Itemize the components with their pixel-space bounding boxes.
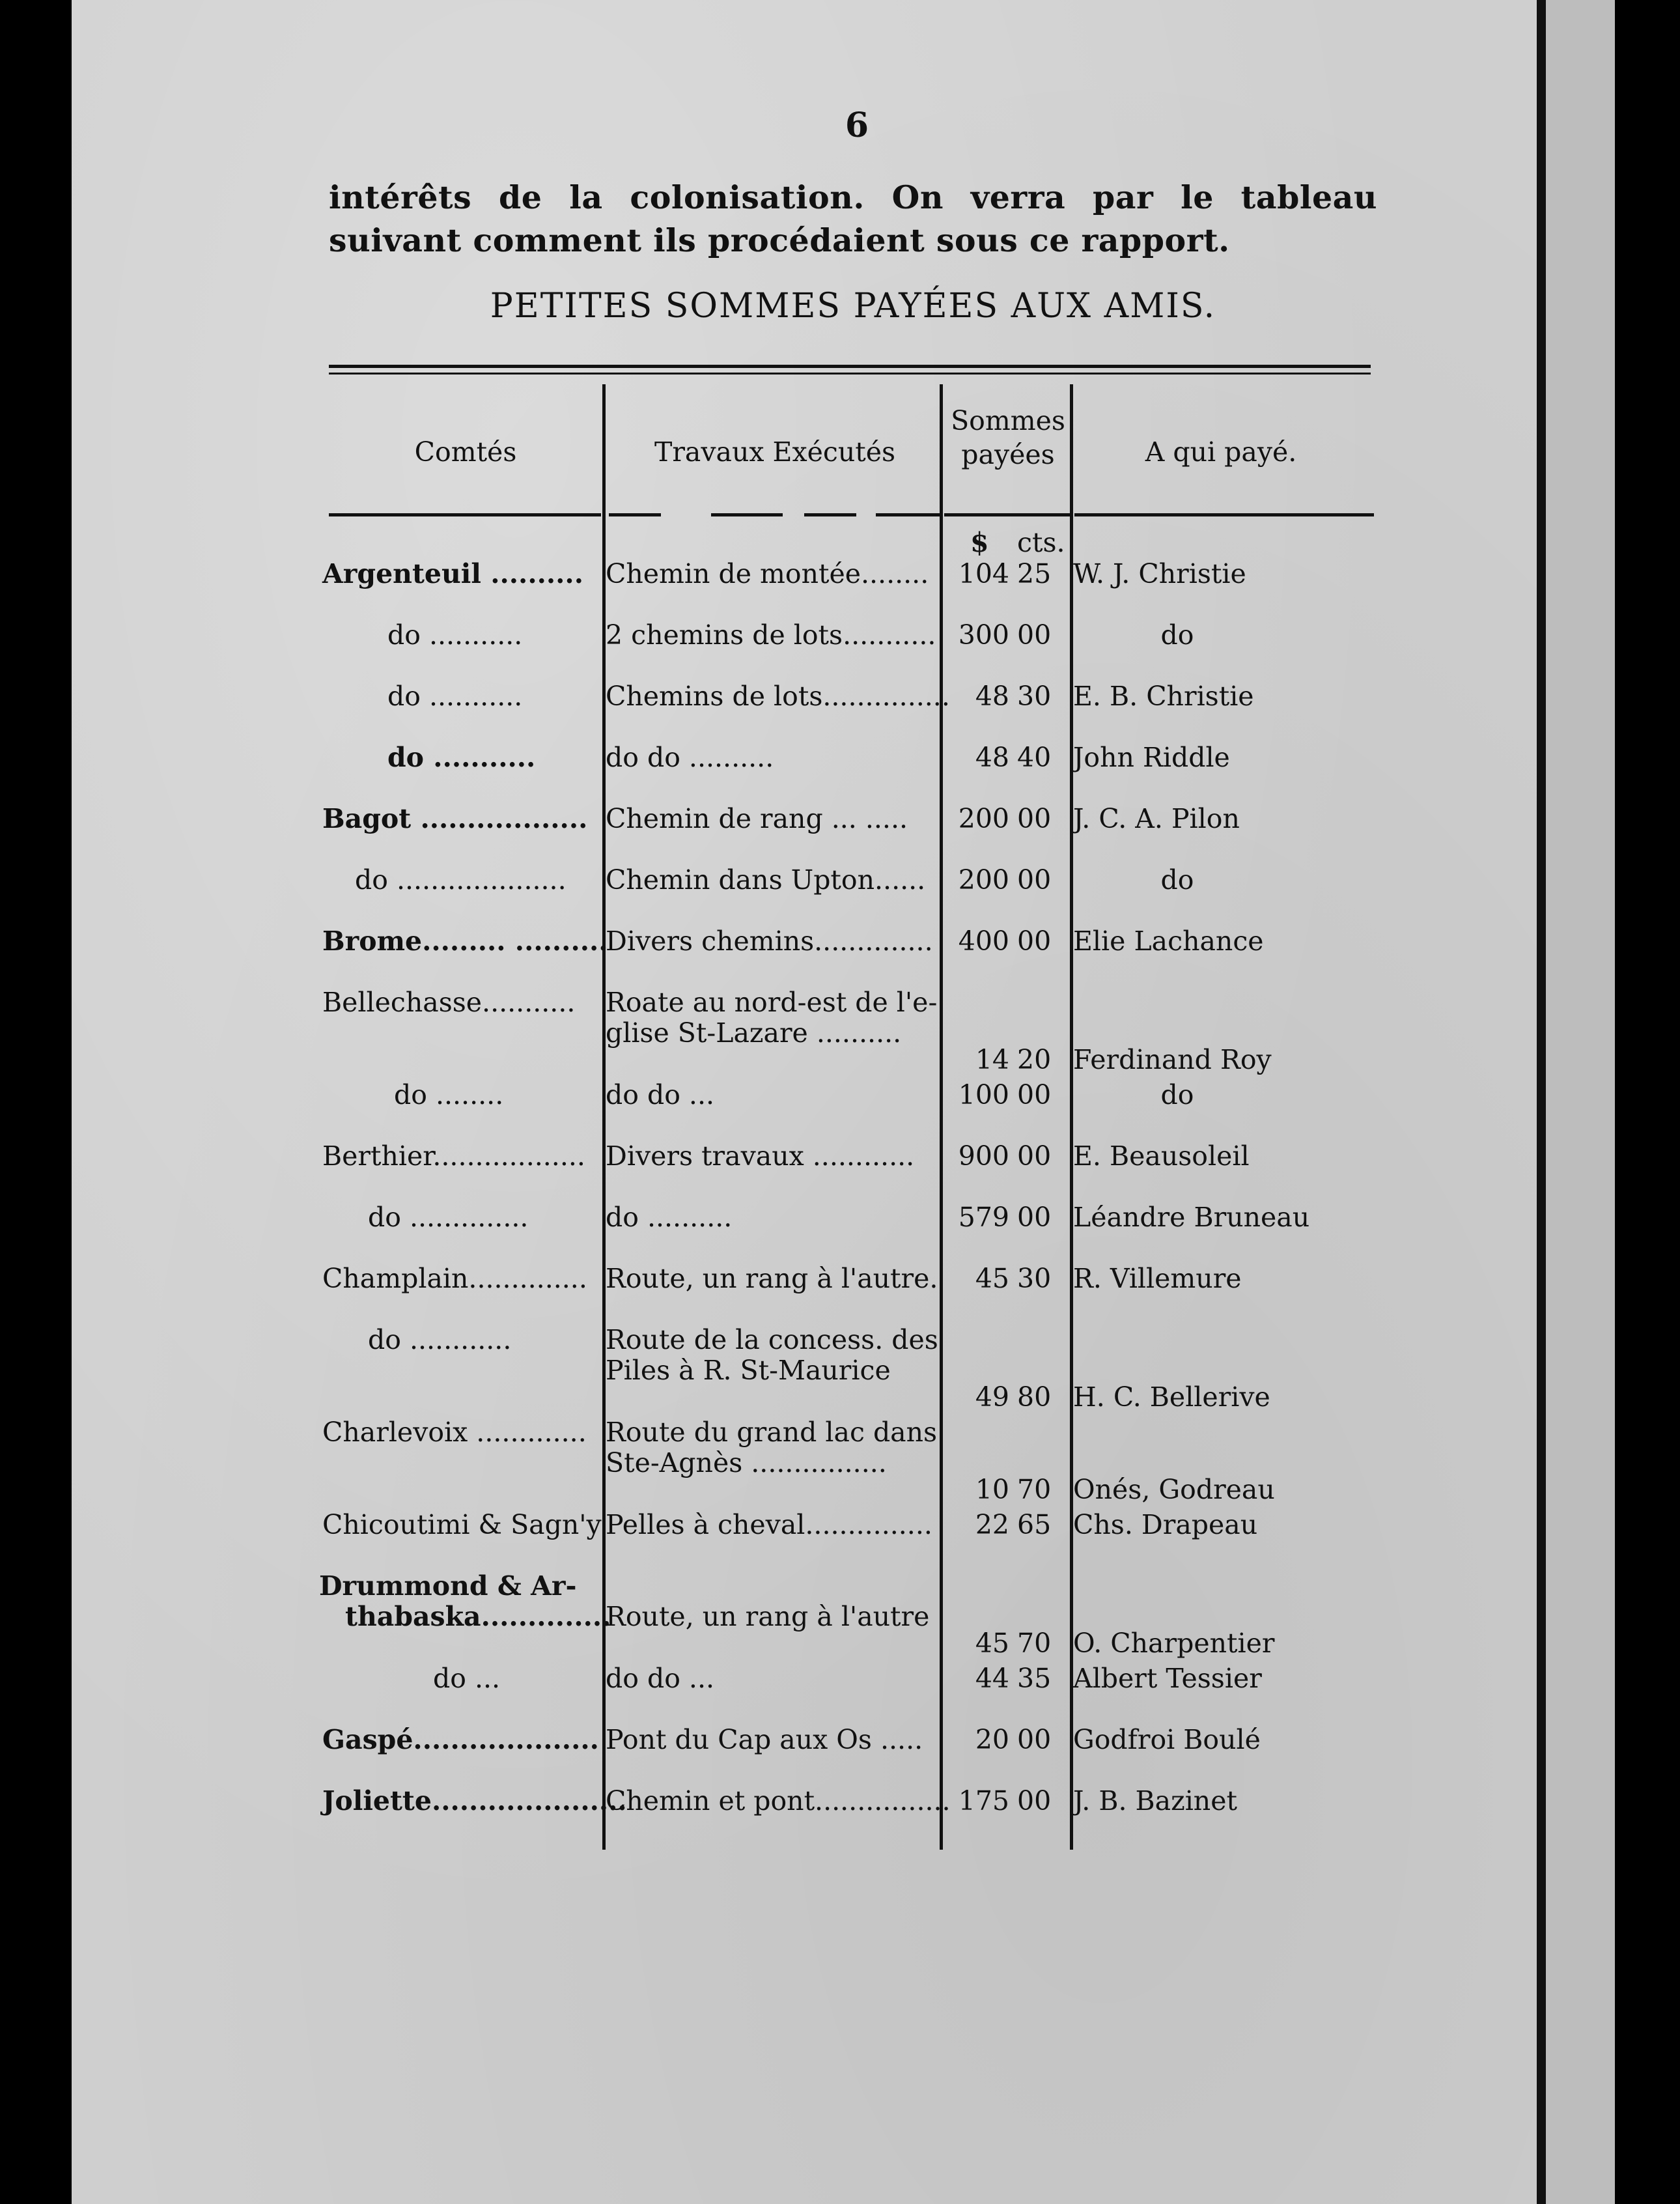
amount-cents: 00 — [1017, 619, 1052, 651]
paid-to-name: O. Charpentier — [1073, 1628, 1275, 1659]
amount-dollars: 22 — [975, 1509, 1009, 1540]
amount-cents: 65 — [1017, 1509, 1052, 1540]
travaux-description: do do ... — [606, 1663, 715, 1694]
travaux-description: Route, un rang à l'autre. — [606, 1263, 938, 1294]
amount-dollars: 900 — [958, 1140, 1009, 1172]
comte-name: Brome......... .......... — [322, 925, 608, 957]
paid-to-name: R. Villemure — [1073, 1263, 1242, 1294]
paid-to-name: E. Beausoleil — [1073, 1140, 1250, 1172]
amount-dollars: 45 — [975, 1628, 1009, 1659]
comte-name: do ........ — [394, 1079, 504, 1110]
adjacent-page-edge — [1537, 0, 1615, 2204]
amount-cents: 20 — [1017, 1044, 1052, 1075]
amount-dollars: 45 — [975, 1263, 1009, 1294]
travaux-description: Chemin de rang ... ..... — [606, 803, 908, 834]
amount-dollars: 48 — [975, 742, 1009, 773]
comte-name: Charlevoix ............. — [322, 1417, 587, 1448]
amount-cents: 35 — [1017, 1663, 1052, 1694]
column-divider — [940, 384, 943, 1850]
paid-to-name: do — [1160, 864, 1194, 896]
header-travaux: Travaux Exécutés — [654, 436, 896, 468]
amount-cents: 25 — [1017, 558, 1052, 589]
travaux-description: Chemin et pont................ — [606, 1785, 951, 1816]
amount-dollars: 104 — [958, 558, 1009, 589]
comte-name: Joliette..................... — [322, 1785, 627, 1816]
header-a-qui-paye: A qui payé. — [1145, 436, 1297, 468]
amount-cents: 00 — [1017, 1202, 1052, 1233]
travaux-description: Divers chemins.............. — [606, 925, 933, 957]
comte-name: Drummond & Ar- — [319, 1570, 577, 1602]
header-rule — [1074, 513, 1374, 516]
amount-cents: 30 — [1017, 1263, 1052, 1294]
comte-name: do .............. — [368, 1202, 529, 1233]
paid-to-name: Chs. Drapeau — [1073, 1509, 1258, 1540]
paid-to-name: Elie Lachance — [1073, 925, 1264, 957]
amount-dollars: 20 — [975, 1724, 1009, 1755]
paid-to-name: Onés, Godreau — [1073, 1474, 1275, 1505]
amount-dollars: 300 — [958, 619, 1009, 651]
amount-dollars: 49 — [975, 1381, 1009, 1413]
paid-to-name: do — [1160, 1079, 1194, 1110]
travaux-description: Roate au nord-est de l'e- — [606, 987, 938, 1018]
comte-name: Gaspé.................... — [322, 1724, 599, 1755]
amount-dollars: 44 — [975, 1663, 1009, 1694]
travaux-description: do .......... — [606, 1202, 733, 1233]
travaux-description: Pont du Cap aux Os ..... — [606, 1724, 923, 1755]
comte-name: do ... — [433, 1663, 501, 1694]
header-rule — [804, 513, 856, 516]
travaux-description: do do ... — [606, 1079, 715, 1110]
title-double-rule-top — [329, 365, 1371, 368]
header-rule — [329, 513, 601, 516]
amount-dollars: 100 — [958, 1079, 1009, 1110]
amount-cents: 70 — [1017, 1628, 1052, 1659]
header-rule — [711, 513, 783, 516]
paid-to-name: J. C. A. Pilon — [1073, 803, 1240, 834]
travaux-description: Route, un rang à l'autre — [606, 1601, 930, 1632]
travaux-description: 2 chemins de lots........... — [606, 619, 936, 651]
travaux-description: Chemin de montée........ — [606, 558, 929, 589]
paid-to-name: do — [1160, 619, 1194, 651]
comte-name: Champlain.............. — [322, 1263, 587, 1294]
amount-cents: 00 — [1017, 1079, 1052, 1110]
page-gutter — [1537, 0, 1546, 2204]
comte-name: thabaska.............. — [345, 1601, 611, 1632]
amount-cents: 30 — [1017, 681, 1052, 712]
paid-to-name: W. J. Christie — [1073, 558, 1246, 589]
amount-cents: 40 — [1017, 742, 1052, 773]
amount-dollars: 175 — [958, 1785, 1009, 1816]
paid-to-name: Albert Tessier — [1073, 1663, 1262, 1694]
amount-dollars: 400 — [958, 925, 1009, 957]
comte-name: Chicoutimi & Sagn'y — [322, 1509, 602, 1540]
amount-cents: 00 — [1017, 1785, 1052, 1816]
header-rule — [944, 513, 1071, 516]
paid-to-name: E. B. Christie — [1073, 681, 1254, 712]
amount-cents: 70 — [1017, 1474, 1052, 1505]
paid-to-name: Léandre Bruneau — [1073, 1202, 1310, 1233]
header-comtes: Comtés — [414, 436, 517, 468]
amount-dollars: 14 — [975, 1044, 1009, 1075]
amount-cents: 00 — [1017, 1724, 1052, 1755]
amount-dollars: 10 — [975, 1474, 1009, 1505]
travaux-description: Route de la concess. des — [606, 1324, 938, 1355]
amount-cents: 00 — [1017, 925, 1052, 957]
amount-dollars: 48 — [975, 681, 1009, 712]
comte-name: Argenteuil .......... — [322, 558, 583, 589]
comte-name: do ........... — [387, 742, 536, 773]
comte-name: do ............ — [368, 1324, 512, 1355]
comte-name: Bagot .................. — [322, 803, 588, 834]
amount-dollars: 200 — [958, 803, 1009, 834]
travaux-description: glise St-Lazare .......... — [606, 1017, 902, 1049]
amount-dollars: 200 — [958, 864, 1009, 896]
travaux-description: Divers travaux ............ — [606, 1140, 915, 1172]
comte-name: do ........... — [387, 619, 523, 651]
paid-to-name: Godfroi Boulé — [1073, 1724, 1261, 1755]
paid-to-name: John Riddle — [1073, 742, 1230, 773]
scanned-page — [72, 0, 1547, 2204]
travaux-description: Chemins de lots............... — [606, 681, 950, 712]
title-double-rule-bottom — [329, 373, 1371, 374]
travaux-description: Ste-Agnès ................ — [606, 1447, 887, 1478]
amount-cents: 00 — [1017, 864, 1052, 896]
intro-paragraph: intérêts de la colonisation. On verra par le tableau suivant comment ils procédaient sous ce rapport. — [329, 178, 1377, 259]
travaux-description: Route du grand lac dans — [606, 1417, 938, 1448]
travaux-description: Pelles à cheval............... — [606, 1509, 932, 1540]
comte-name: Berthier.................. — [322, 1140, 585, 1172]
travaux-description: Chemin dans Upton...... — [606, 864, 926, 896]
travaux-description: do do .......... — [606, 742, 774, 773]
dollar-unit-label: $ — [970, 527, 989, 558]
header-sommes: Sommes payées — [951, 405, 1065, 470]
header-rule — [876, 513, 941, 516]
header-rule — [609, 513, 661, 516]
amount-dollars: 579 — [958, 1202, 1009, 1233]
comte-name: do .................... — [355, 864, 567, 896]
paid-to-name: Ferdinand Roy — [1073, 1044, 1272, 1075]
paid-to-name: H. C. Bellerive — [1073, 1381, 1270, 1413]
comte-name: Bellechasse........... — [322, 987, 576, 1018]
amount-cents: 80 — [1017, 1381, 1052, 1413]
comte-name: do ........... — [387, 681, 523, 712]
paid-to-name: J. B. Bazinet — [1073, 1785, 1237, 1816]
page-number: 6 — [845, 106, 869, 145]
travaux-description: Piles à R. St-Maurice — [606, 1355, 891, 1386]
amount-cents: 00 — [1017, 803, 1052, 834]
cents-unit-label: cts. — [1017, 527, 1065, 558]
amount-cents: 00 — [1017, 1140, 1052, 1172]
table-title: PETITES SOMMES PAYÉES AUX AMIS. — [490, 287, 1216, 326]
